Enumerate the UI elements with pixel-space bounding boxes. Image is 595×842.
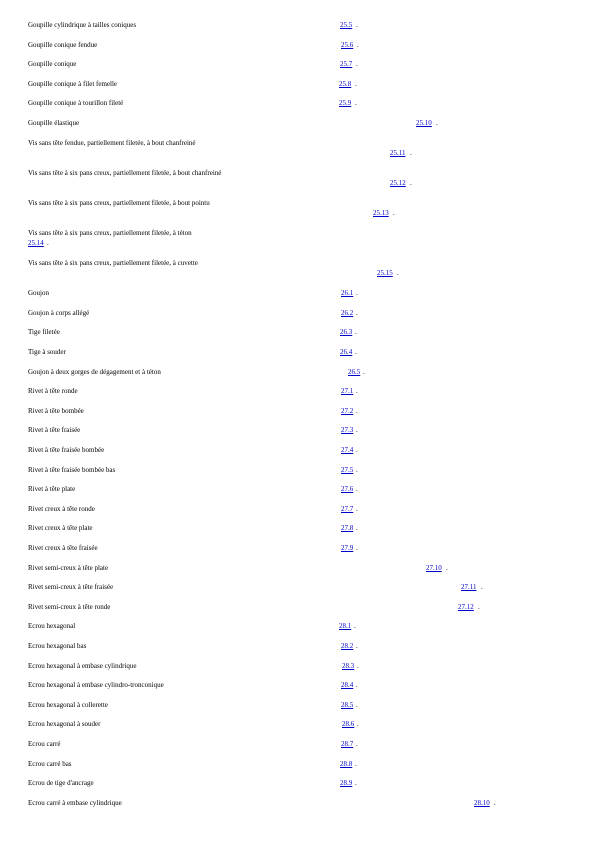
entry-label: Vis sans tête à six pans creux, partiellement filetée, à bout chanfreiné: [28, 169, 222, 177]
entry-link[interactable]: 28.8: [340, 760, 353, 768]
entry-label: Tige à souder: [28, 348, 66, 356]
entry-link[interactable]: 28.6: [342, 720, 355, 728]
entry-link[interactable]: 26.3: [340, 328, 353, 336]
entry-label: Rivet creux à tête plate: [28, 524, 93, 532]
entry-link[interactable]: 25.14: [28, 239, 44, 247]
entry-label: Rivet semi-creux à tête ronde: [28, 603, 111, 611]
entry-label: Goupille élastique: [28, 119, 80, 127]
entry-label: Rivet semi-creux à tête fraisée: [28, 583, 114, 591]
entry-link[interactable]: 26.1: [341, 289, 354, 297]
entry-label: Tige filetée: [28, 328, 60, 336]
entry-label: Ecrou hexagonal à embase cylindro-tronconique: [28, 681, 164, 689]
entry-link[interactable]: 27.8: [341, 524, 354, 532]
entry-link[interactable]: 27.9: [341, 544, 354, 552]
entry-link[interactable]: 27.6: [341, 485, 354, 493]
entry-label: Goupille cylindrique à tailles coniques: [28, 21, 137, 29]
entry-link[interactable]: 25.15: [377, 269, 393, 277]
entry-link[interactable]: 25.8: [339, 80, 352, 88]
entry-label: Ecrou de tige d'ancrage: [28, 779, 94, 787]
entry-label: Vis sans tête à six pans creux, partiellement filetée, à cuvette: [28, 259, 198, 267]
entry-label: Goujon à corps allégé: [28, 309, 90, 317]
entry-link[interactable]: 26.2: [341, 309, 354, 317]
entry-label: Vis sans tête à six pans creux, partiellement filetée, à bout pointu: [28, 199, 210, 207]
entry-label: Ecrou carré à embase cylindrique: [28, 799, 122, 807]
entry-label: Ecrou hexagonal à embase cylindrique: [28, 662, 137, 670]
entry-link[interactable]: 25.10: [416, 119, 432, 127]
entry-label: Rivet à tête fraisée: [28, 426, 81, 434]
entry-label: Rivet creux à tête fraisée: [28, 544, 98, 552]
entry-link[interactable]: 28.4: [341, 681, 354, 689]
entry-link[interactable]: 27.12: [458, 603, 474, 611]
entry-link[interactable]: 27.3: [341, 426, 354, 434]
entry-label: Ecrou hexagonal: [28, 622, 76, 630]
entry-label: Ecrou hexagonal bas: [28, 642, 87, 650]
entry-label: Goupille conique à filet femelle: [28, 80, 118, 88]
entry-label: Rivet à tête plate: [28, 485, 76, 493]
entry-link[interactable]: 27.1: [341, 387, 354, 395]
entry-label: Rivet semi-creux à tête plate: [28, 564, 109, 572]
entry-label: Vis sans tête à six pans creux, partiellement filetée, à téton: [28, 229, 192, 237]
entry-link[interactable]: 25.13: [373, 209, 389, 217]
entry-link[interactable]: 25.6: [341, 41, 354, 49]
entry-link[interactable]: 28.5: [341, 701, 354, 709]
entry-link[interactable]: 28.7: [341, 740, 354, 748]
entry-label: Goujon à deux gorges de dégagement et à téton: [28, 368, 161, 376]
entry-link[interactable]: 27.11: [461, 583, 477, 591]
entry-label: Vis sans tête fendue, partiellement filetée, à bout chanfreiné: [28, 139, 196, 147]
entry-link[interactable]: 28.3: [342, 662, 355, 670]
entry-link[interactable]: 27.10: [426, 564, 442, 572]
entry-label: Goupille conique: [28, 60, 77, 68]
entry-label: Ecrou carré: [28, 740, 61, 748]
entry-label: Rivet à tête ronde: [28, 387, 78, 395]
entry-link[interactable]: 27.7: [341, 505, 354, 513]
entry-link[interactable]: 28.1: [339, 622, 352, 630]
entry-label: Ecrou hexagonal à souder: [28, 720, 101, 728]
entry-link[interactable]: 28.10: [474, 799, 490, 807]
entry-link[interactable]: 27.5: [341, 466, 354, 474]
entry-label: Rivet à tête fraisée bombée: [28, 446, 105, 454]
entry-link[interactable]: 25.11: [390, 149, 406, 157]
entry-label: Goupille conique à tourillon fileté: [28, 99, 124, 107]
entry-link[interactable]: 28.2: [341, 642, 354, 650]
entry-link[interactable]: 26.5: [348, 368, 361, 376]
entry-link[interactable]: 27.2: [341, 407, 354, 415]
entry-label: Rivet à tête bombée: [28, 407, 84, 415]
entry-link[interactable]: 26.4: [340, 348, 353, 356]
entry-label: Ecrou hexagonal à collerette: [28, 701, 108, 709]
entry-link[interactable]: 25.12: [390, 179, 406, 187]
entry-label: Rivet creux à tête ronde: [28, 505, 95, 513]
entry-link[interactable]: 25.7: [340, 60, 353, 68]
entry-link[interactable]: 25.9: [339, 99, 352, 107]
entry-link[interactable]: 28.9: [340, 779, 353, 787]
entry-label: Ecrou carré bas: [28, 760, 72, 768]
entry-label: Goujon: [28, 289, 49, 297]
entry-link[interactable]: 27.4: [341, 446, 354, 454]
entry-label: Rivet à tête fraisée bombée bas: [28, 466, 116, 474]
entry-link[interactable]: 25.5: [340, 21, 353, 29]
entry-label: Goupille conique fendue: [28, 41, 98, 49]
